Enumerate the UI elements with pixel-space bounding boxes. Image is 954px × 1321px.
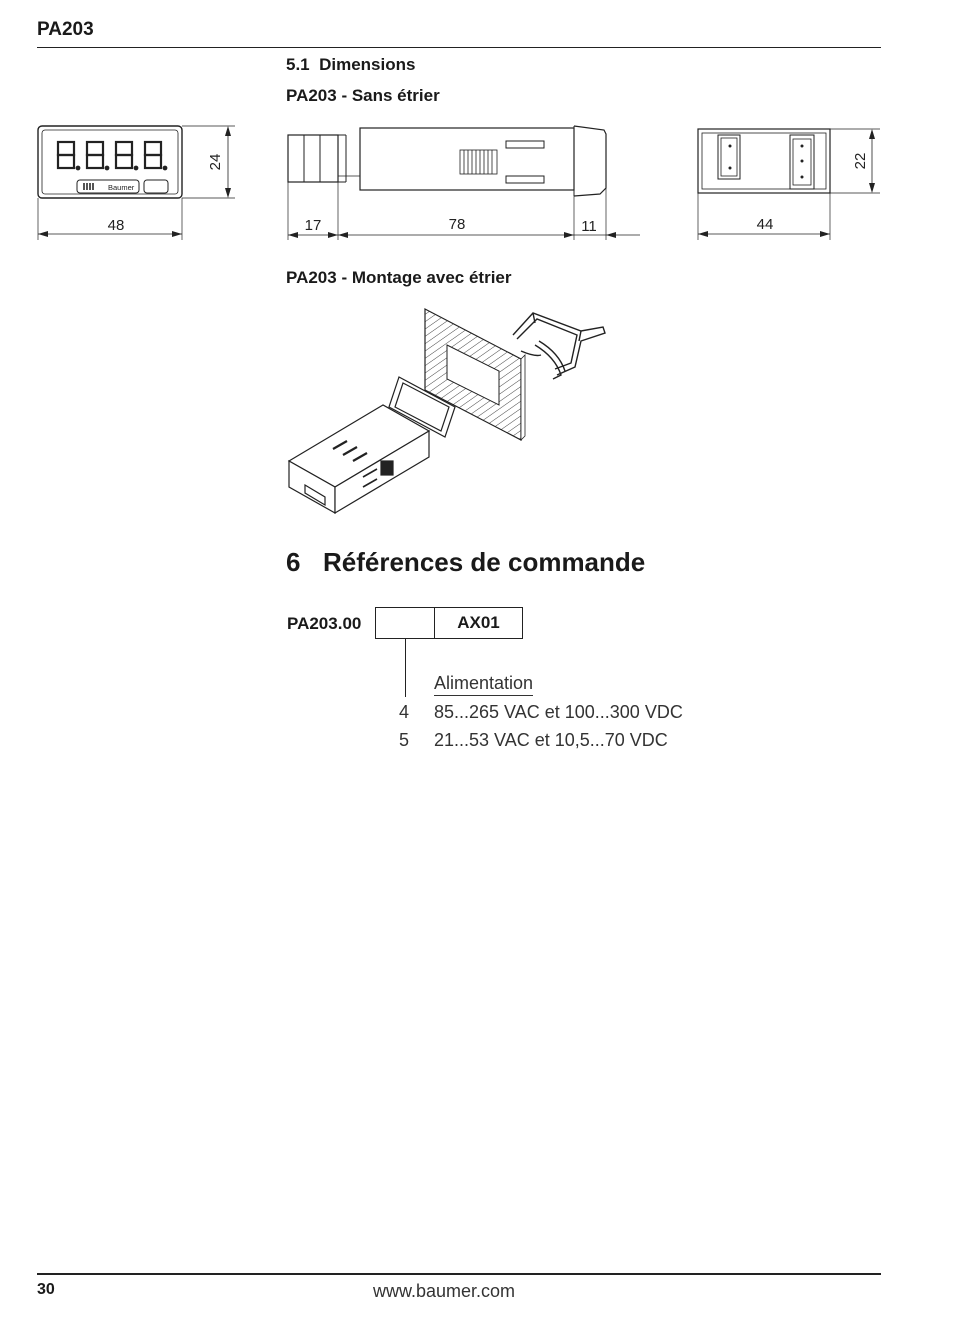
front-view-drawing (30, 120, 245, 245)
order-code-connector (405, 639, 406, 697)
seven-segment-display (58, 142, 166, 169)
rear-view-drawing (690, 120, 890, 245)
side-view-drawing (280, 120, 650, 245)
order-code-prefix: PA203.00 (287, 614, 362, 633)
front-brand-label: Baumer (108, 183, 135, 192)
ordering-heading-number: 6 (286, 547, 301, 577)
subsection-avec-etrier-title: PA203 - Montage avec étrier (286, 268, 512, 287)
section-title: 5.1 Dimensions (286, 55, 416, 74)
ordering-heading (286, 547, 645, 578)
rear-width-label: 44 (756, 216, 774, 233)
document-header-product: PA203 (37, 19, 94, 40)
mounting-panel (425, 309, 525, 440)
mounting-clip (513, 313, 605, 379)
device-body (289, 405, 429, 513)
front-width-label: 48 (107, 217, 125, 234)
option-value: 21...53 VAC et 10,5...70 VDC (434, 730, 668, 750)
page-number: 30 (37, 1281, 55, 1298)
option-key: 5 (399, 730, 410, 750)
header-rule (37, 47, 881, 48)
footer-url-link[interactable]: www.baumer.com (373, 1281, 516, 1301)
order-code-suffix: AX01 (434, 607, 523, 639)
rear-height-label: 22 (852, 152, 869, 170)
side-dimension-a: 17 (304, 217, 322, 234)
ordering-heading-text: Références de commande (323, 547, 646, 577)
footer-rule (37, 1273, 881, 1275)
option-key: 4 (399, 702, 410, 722)
mounting-exploded-drawing (285, 295, 615, 520)
subsection-sans-etrier-title: PA203 - Sans étrier (286, 86, 440, 105)
option-title: Alimentation (434, 673, 533, 696)
side-vent-grille (460, 150, 497, 174)
front-height-label: 24 (207, 153, 224, 171)
order-code-option-box (375, 607, 435, 639)
baumer-logo-icon (83, 183, 94, 190)
option-value: 85...265 VAC et 100...300 VDC (434, 702, 683, 722)
side-dimension-b: 78 (448, 216, 466, 233)
side-dimension-c: 11 (581, 218, 597, 235)
